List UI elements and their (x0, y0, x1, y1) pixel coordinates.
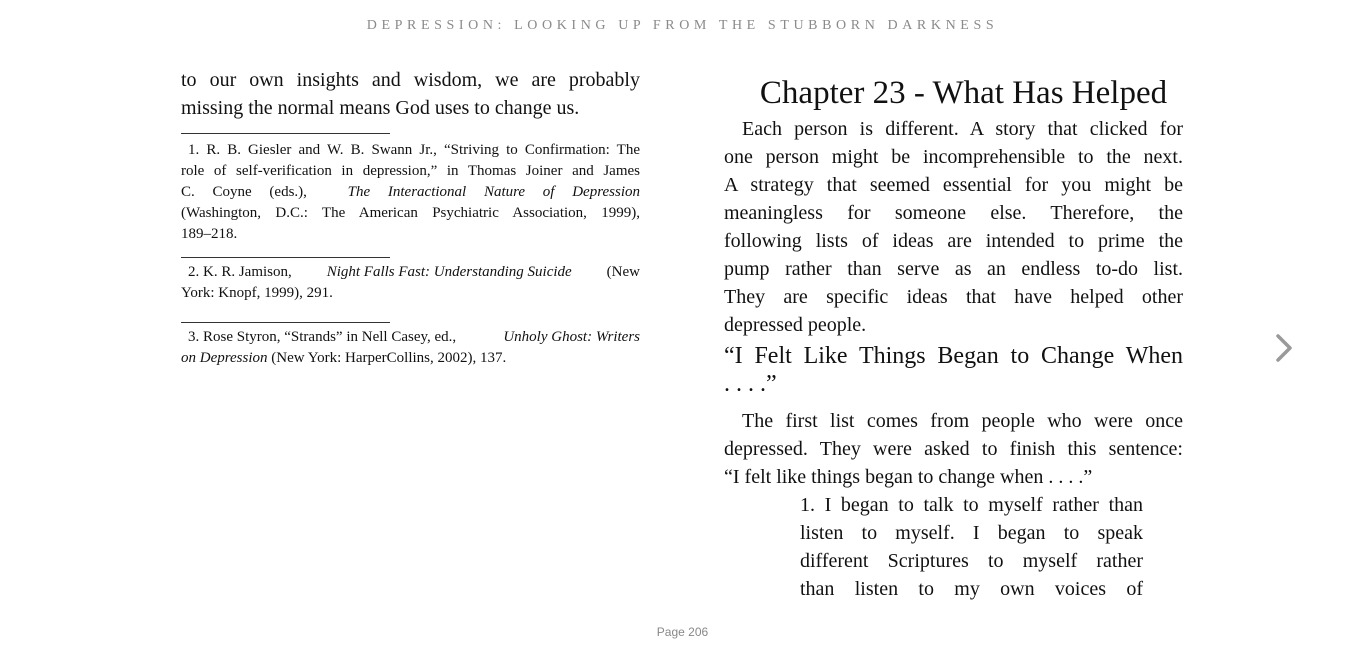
footnote-2-line (181, 262, 640, 283)
body-line: missing the normal means God uses to change us. (181, 97, 580, 119)
list-item-line: 1. I began to talk to myself rather than (800, 494, 1143, 516)
body-line: one person might be incomprehensible to the next. (724, 146, 1183, 168)
chapter-title: Chapter 23 - What Has Helped (759, 75, 1168, 111)
body-line: depressed. They were asked to finish this sentence: (724, 438, 1183, 460)
footnote-text: (New York: HarperCollins, 2002), 137. (267, 350, 507, 366)
footnote-divider (181, 322, 390, 323)
footnote-1-line: 1. R. B. Giesler and W. B. Swann Jr., “Striving to Confirmation: The (188, 142, 640, 158)
body-line: Each person is different. A story that clicked for (742, 118, 1183, 140)
footnote-2-line: York: Knopf, 1999), 291. (181, 285, 333, 301)
list-item-line: different Scriptures to myself rather (800, 550, 1143, 572)
footnote-book-title: The Interactional Nature of Depression (347, 184, 640, 200)
footnote-book-title: Unholy Ghost: Writers (503, 329, 640, 345)
footnote-1-line: role of self-verification in depression,” in Thomas Joiner and James (181, 163, 640, 179)
book-title-header: DEPRESSION: LOOKING UP FROM THE STUBBORN DARKNESS (366, 18, 999, 33)
section-heading: “I Felt Like Things Began to Change When (724, 343, 1183, 369)
list-item-line: listen to myself. I began to speak (800, 522, 1143, 544)
section-heading: . . . .” (724, 371, 777, 397)
footnote-divider (181, 257, 390, 258)
footnote-text: 3. Rose Styron, “Strands” in Nell Casey, ed., (188, 329, 460, 345)
footnote-1-line: (Washington, D.C.: The American Psychiatric Association, 1999), (181, 205, 640, 221)
footnote-book-title: Night Falls Fast: Understanding Suicide (326, 264, 572, 280)
footnote-book-title: on Depression (181, 350, 268, 366)
footnote-divider (181, 133, 390, 134)
body-line: They are specific ideas that have helped other (724, 286, 1183, 308)
page-number: Page 206 (656, 625, 709, 639)
body-line: A strategy that seemed essential for you might be (724, 174, 1183, 196)
body-line: depressed people. (724, 314, 867, 336)
footnote-text: (New (602, 264, 640, 280)
footnote-1-line (181, 182, 640, 203)
footnote-1-line: 189–218. (181, 226, 238, 242)
body-line: The first list comes from people who were once (742, 410, 1183, 432)
chevron-right-icon (1268, 330, 1300, 366)
body-line: pump rather than serve as an endless to-do list. (724, 258, 1183, 280)
footnote-text: 2. K. R. Jamison, (188, 264, 296, 280)
body-line: to our own insights and wisdom, we are probably (181, 69, 640, 91)
footnote-text: C. Coyne (eds.), (181, 184, 325, 200)
body-line: following lists of ideas are intended to prime the (724, 230, 1183, 252)
footnote-3-line (181, 348, 640, 369)
next-page-button[interactable] (1268, 330, 1300, 366)
body-line: “I felt like things began to change when . . . .” (724, 466, 1093, 488)
body-line: meaningless for someone else. Therefore, the (724, 202, 1183, 224)
footnote-3-line (181, 327, 640, 348)
list-item-line: than listen to my own voices of (800, 578, 1143, 600)
